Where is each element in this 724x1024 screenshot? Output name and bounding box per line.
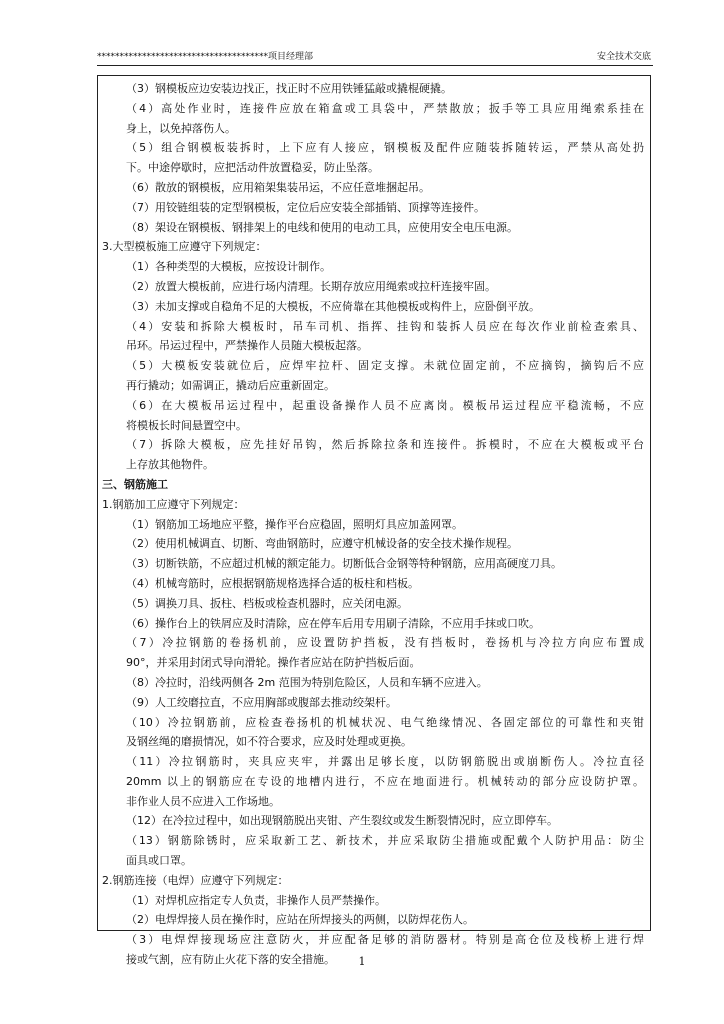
text-line: （6）散放的钢模板，应用箱架集装吊运，不应任意堆捆起吊。 <box>126 180 430 194</box>
text-line: 90°，并采用封闭式导向滑轮。操作者应站在防护挡板后面。 <box>126 656 421 670</box>
text-line: （6）在大模板吊运过程中，起重设备操作人员不应离岗。模板吊运过程应平稳流畅，不应 <box>126 398 644 412</box>
text-line: 身上，以免掉落伤人。 <box>126 121 236 135</box>
text-line: （7）拆除大模板，应先挂好吊钩，然后拆除拉条和连接件。拆模时，不应在大模板或平台 <box>126 438 644 452</box>
page-number: 1 <box>358 955 366 968</box>
text-line: （11）冷拉钢筋时，夹具应夹牢，并露出足够长度，以防钢筋脱出或崩断伤人。冷拉直径 <box>126 755 644 769</box>
text-line: （3）切断铁筋，不应超过机械的额定能力。切断低合金钢等特种钢筋，应用高硬度刀具。 <box>126 557 562 571</box>
text-line: （4）机械弯筋时，应根据钢筋规格选择合适的板柱和档板。 <box>126 576 419 590</box>
text-line: （6）操作台上的铁屑应及时清除，应在停车后用专用刷子清除，不应用手抹或口吹。 <box>126 616 540 630</box>
text-line: （3）钢模板应边安装边找正，找正时不应用铁锤猛敲或撬棍硬撬。 <box>126 82 452 95</box>
text-line: （5）组合钢模板装拆时，上下应有人接应，钢模板及配件应随装拆随转运，严禁从高处扔 <box>126 141 644 155</box>
text-line: （1）钢筋加工场地应平整，操作平台应稳固，照明灯具应加盖网罩。 <box>126 517 463 531</box>
text-line: （4）高处作业时，连接件应放在箱盒或工具袋中，严禁散放；扳手等工具应用绳索系挂在 <box>126 101 644 115</box>
text-line: （8）架设在钢模板、钢排架上的电线和使用的电动工具，应使用安全电压电源。 <box>126 220 518 234</box>
text-line: （7）冷拉钢筋的卷扬机前，应设置防护挡板，没有挡板时，卷扬机与冷拉方向应布置成 <box>126 636 644 650</box>
text-line: （12）在冷拉过程中，如出现钢筋脱出夹钳、产生裂纹或发生断裂情况时，应立即停车。 <box>126 814 558 828</box>
text-line: 再行撬动；如需调正，撬动后应重新固定。 <box>126 378 335 392</box>
text-line: 接或气割，应有防止火花下落的安全措施。 <box>126 953 335 967</box>
text-line: 下。中途停歇时，应把活动件放置稳妥，防止坠落。 <box>126 161 379 175</box>
header-department: **************************************项目经理部 <box>97 52 314 62</box>
text-line: 面具或口罩。 <box>126 854 192 868</box>
content-box <box>97 75 651 967</box>
text-line: 将模板长时间悬置空中。 <box>126 418 247 432</box>
text-line: 非作业人员不应进入工作场地。 <box>126 794 280 808</box>
text-line: （4）安装和拆除大模板时，吊车司机、指挥、挂钩和装拆人员应在每次作业前检查索具、 <box>126 319 644 333</box>
text-line: （5）调换刀具、扳柱、档板或检查机器时，应关闭电源。 <box>126 596 408 610</box>
text-line: 1.钢筋加工应遵守下列规定： <box>102 497 245 511</box>
text-line: （2）使用机械调直、切断、弯曲钢筋时，应遵守机械设备的安全技术操作规程。 <box>126 537 518 551</box>
document-body <box>102 79 644 970</box>
text-line: 吊环。吊运过程中，严禁操作人员随大模板起落。 <box>126 339 368 353</box>
text-line: （2）电焊焊接人员在操作时，应站在所焊接头的两侧，以防焊花伤人。 <box>126 913 474 927</box>
text-line: 20mm 以上的钢筋应在专设的地槽内进行，不应在地面进行。机械转动的部分应设防护罩。 <box>126 774 644 788</box>
text-line: （10）冷拉钢筋前，应检查卷扬机的机械状况、电气绝缘情况、各固定部位的可靠性和夹钳 <box>126 715 644 729</box>
text-line: 3.大型模板施工应遵守下列规定： <box>102 240 267 254</box>
text-line: （7）用铰链组装的定型钢模板，定位后应安装全部插销、顶撑等连接件。 <box>126 200 485 214</box>
text-line: （8）冷拉时，沿线两侧各 2m 范围为特别危险区，人员和车辆不应进入。 <box>126 675 488 689</box>
text-line: （13）钢筋除锈时，应采取新工艺、新技术，并应采取防尘措施或配戴个人防护用品：防尘 <box>126 834 644 848</box>
text-line: 上存放其他物件。 <box>126 458 214 472</box>
text-line: （1）对焊机应指定专人负责，非操作人员严禁操作。 <box>126 893 386 907</box>
page-header <box>97 49 653 66</box>
text-line: （2）放置大模板前，应进行场内清理。长期存放应用绳索或拉杆连接牢固。 <box>126 279 496 293</box>
text-line: 及钢丝绳的磨损情况，如不符合要求，应及时处理或更换。 <box>126 735 412 749</box>
section-heading: 三、钢筋施工 <box>102 477 168 491</box>
text-line: （1）各种类型的大模板，应按设计制作。 <box>126 260 331 274</box>
text-line: （9）人工绞磨拉直，不应用胸部或腹部去推动绞架杆。 <box>126 695 397 709</box>
text-line: 2.钢筋连接（电焊）应遵守下列规定： <box>102 873 289 887</box>
text-line: （3）未加支撑或自稳角不足的大模板，不应倚靠在其他模板或构件上，应卧倒平放。 <box>126 299 540 313</box>
header-doc-type: 安全技术交底 <box>596 52 651 62</box>
text-line: （3）电焊焊接现场应注意防火，并应配备足够的消防器材。特别是高仓位及栈桥上进行焊 <box>126 933 644 947</box>
text-line: （5）大模板安装就位后，应焊牢拉杆、固定支撑。未就位固定前，不应摘钩，摘钩后不应 <box>126 359 644 373</box>
